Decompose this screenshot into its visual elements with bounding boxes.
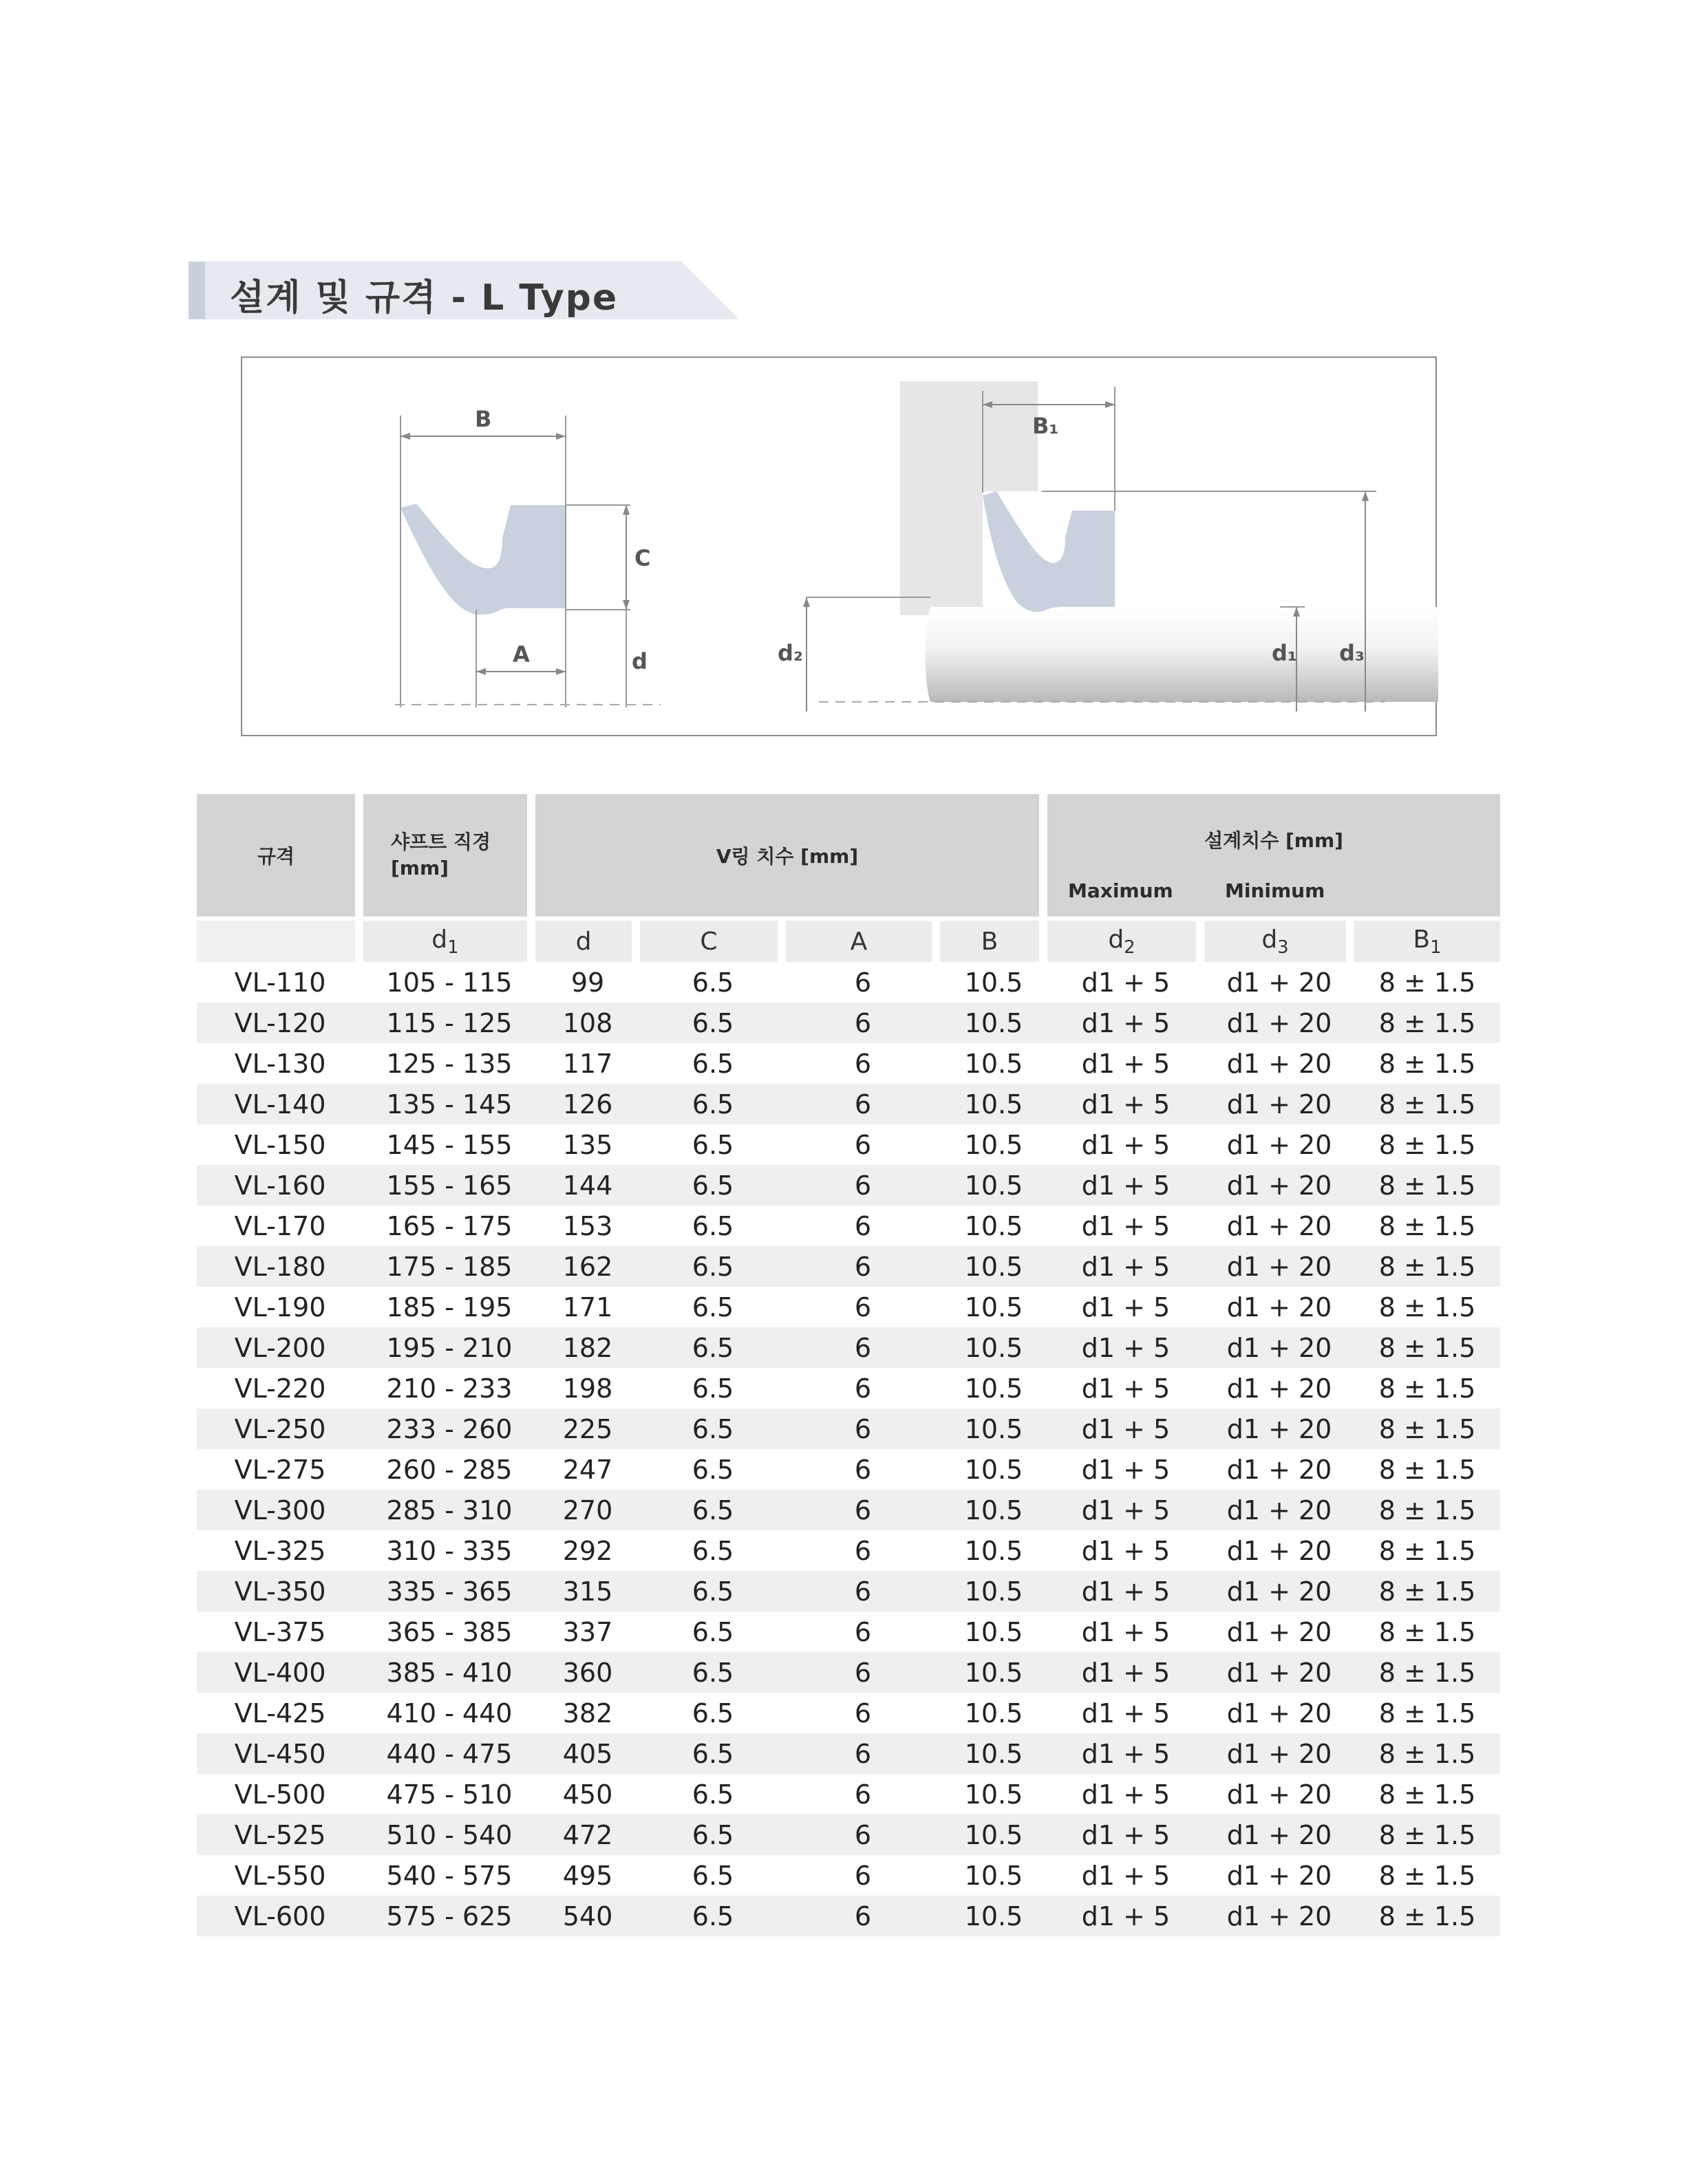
cell-d: 182 — [535, 1327, 640, 1368]
table-row — [197, 1003, 1500, 1043]
cell-b1: 8 ± 1.5 — [1378, 1048, 1476, 1079]
cell-shaft: 510 - 540 — [363, 1815, 535, 1855]
cell-spec: VL-375 — [234, 1616, 326, 1647]
cell-d3: d1 + 20 — [1204, 1815, 1354, 1855]
cell-d2: d1 + 5 — [1047, 1652, 1204, 1693]
cell-c: 6.5 — [692, 1129, 734, 1160]
cell-b: 10.5 — [964, 1292, 1023, 1323]
cell-b: 10.5 — [940, 1733, 1047, 1774]
cell-b: 10.5 — [964, 1535, 1023, 1566]
cell-spec: VL-425 — [234, 1698, 326, 1728]
label-C: C — [634, 545, 651, 571]
table-row — [197, 1206, 1500, 1246]
cell-d: 135 — [562, 1129, 613, 1160]
cell-d3: d1 + 20 — [1226, 967, 1332, 998]
cell-a: 6 — [854, 1860, 872, 1891]
cell-d3: d1 + 20 — [1226, 1292, 1332, 1323]
subheader-d2: $d_2$ — [1047, 917, 1204, 962]
cell-d2: d1 + 5 — [1081, 967, 1171, 998]
cell-c: 6.5 — [692, 1779, 734, 1810]
cell-c: 6.5 — [640, 1490, 786, 1530]
cell-b1: 8 ± 1.5 — [1378, 1373, 1476, 1404]
cell-shaft: 540 - 575 — [386, 1860, 513, 1891]
cell-d: 162 — [535, 1246, 640, 1287]
cell-b: 10.5 — [964, 1454, 1023, 1485]
cell-d3: d1 + 20 — [1204, 1896, 1354, 1936]
cell-spec: VL-220 — [234, 1373, 326, 1404]
table-row — [197, 1124, 1500, 1165]
cell-shaft: 260 - 285 — [386, 1454, 513, 1485]
subheader-d3: $d_3$ — [1204, 917, 1354, 962]
cell-c: 6.5 — [692, 967, 734, 998]
cell-b1: 8 ± 1.5 — [1378, 1129, 1476, 1160]
label-d2: d₂ — [778, 640, 803, 666]
cell-b: 10.5 — [940, 1490, 1047, 1530]
cell-spec: VL-140 — [197, 1084, 363, 1124]
cell-shaft: 475 - 510 — [386, 1779, 513, 1810]
cell-d3: d1 + 20 — [1204, 1084, 1354, 1124]
table-row — [197, 1368, 1500, 1409]
cell-d: 315 — [535, 1571, 640, 1612]
table-row — [197, 1043, 1500, 1084]
cell-a: 6 — [854, 1210, 872, 1241]
cell-d: 472 — [535, 1815, 640, 1855]
cell-spec: VL-500 — [234, 1779, 326, 1810]
cell-spec: VL-130 — [234, 1048, 326, 1079]
cell-b: 10.5 — [940, 1571, 1047, 1612]
cell-spec: VL-300 — [197, 1490, 363, 1530]
label-d3: d₃ — [1339, 640, 1365, 666]
label-d: d — [632, 648, 648, 674]
cell-a: 6 — [786, 1733, 940, 1774]
label-B: B — [475, 406, 492, 432]
page-title: 설계 및 규격 - L Type — [230, 277, 619, 319]
cell-b: 10.5 — [940, 1165, 1047, 1206]
cell-d3: d1 + 20 — [1204, 1246, 1354, 1287]
cell-d3: d1 + 20 — [1226, 1373, 1332, 1404]
table-row — [197, 1246, 1500, 1287]
cell-d2: d1 + 5 — [1081, 1860, 1171, 1891]
cell-d3: d1 + 20 — [1226, 1048, 1332, 1079]
cell-spec: VL-170 — [234, 1210, 326, 1241]
cell-d: 495 — [562, 1860, 613, 1891]
table-row — [197, 1774, 1500, 1815]
cell-shaft: 233 - 260 — [363, 1409, 535, 1449]
cell-a: 6 — [786, 1327, 940, 1368]
cell-spec: VL-190 — [234, 1292, 326, 1323]
cell-d: 99 — [570, 967, 605, 998]
subheader-d1: $d_1$ — [363, 917, 535, 962]
cell-d3: d1 + 20 — [1204, 1003, 1354, 1043]
table-header-row — [197, 794, 1500, 917]
cell-d2: d1 + 5 — [1047, 1246, 1204, 1287]
label-B1: B₁ — [1032, 413, 1059, 439]
cell-c: 6.5 — [692, 1048, 734, 1079]
table-subheader-row — [197, 917, 1500, 962]
cell-d2: d1 + 5 — [1081, 1454, 1171, 1485]
cell-d: 198 — [562, 1373, 613, 1404]
cell-c: 6.5 — [640, 1652, 786, 1693]
table-row — [197, 962, 1500, 1003]
cell-d2: d1 + 5 — [1047, 1003, 1204, 1043]
cell-d: 126 — [535, 1084, 640, 1124]
cell-d2: d1 + 5 — [1047, 1896, 1204, 1936]
cell-d: 382 — [562, 1698, 613, 1728]
cell-spec: VL-250 — [197, 1409, 363, 1449]
cell-b1: 8 ± 1.5 — [1378, 967, 1476, 998]
cell-spec: VL-550 — [234, 1860, 326, 1891]
seal-diagram — [241, 356, 1437, 736]
cell-b: 10.5 — [940, 1003, 1047, 1043]
cell-d: 225 — [535, 1409, 640, 1449]
cell-c: 6.5 — [640, 1896, 786, 1936]
cell-c: 6.5 — [640, 1084, 786, 1124]
label-minimum: Minimum — [1225, 879, 1325, 902]
cell-b: 10.5 — [964, 1779, 1023, 1810]
cell-d3: d1 + 20 — [1226, 1210, 1332, 1241]
cell-shaft: 195 - 210 — [363, 1327, 535, 1368]
cell-c: 6.5 — [692, 1698, 734, 1728]
cell-a: 6 — [854, 1535, 872, 1566]
table-row — [197, 1327, 1500, 1368]
cell-spec: VL-180 — [197, 1246, 363, 1287]
cell-shaft: 175 - 185 — [363, 1246, 535, 1287]
cell-c: 6.5 — [692, 1373, 734, 1404]
cell-b: 10.5 — [940, 1815, 1047, 1855]
header-design-dimensions — [1047, 794, 1500, 917]
cell-d3: d1 + 20 — [1226, 1860, 1332, 1891]
cell-d: 144 — [535, 1165, 640, 1206]
cell-shaft: 125 - 135 — [386, 1048, 513, 1079]
cell-c: 6.5 — [640, 1003, 786, 1043]
cell-spec: VL-150 — [234, 1129, 326, 1160]
left-seal-section — [395, 406, 661, 707]
section-title-bar — [189, 261, 739, 319]
cell-shaft: 105 - 115 — [386, 967, 513, 998]
table-row — [197, 1490, 1500, 1530]
cell-a: 6 — [786, 1003, 940, 1043]
cell-d2: d1 + 5 — [1081, 1779, 1171, 1810]
subheader-A: A — [786, 917, 940, 962]
cell-b1: 8 ± 1.5 — [1378, 1779, 1476, 1810]
table-row — [197, 1652, 1500, 1693]
cell-d: 117 — [562, 1048, 613, 1079]
cell-shaft: 165 - 175 — [386, 1210, 513, 1241]
cell-a: 6 — [854, 1454, 872, 1485]
cell-spec: VL-400 — [197, 1652, 363, 1693]
cell-d2: d1 + 5 — [1047, 1327, 1204, 1368]
cell-b1: 8 ± 1.5 — [1378, 1698, 1476, 1728]
cell-d3: d1 + 20 — [1226, 1779, 1332, 1810]
cell-d: 292 — [562, 1535, 613, 1566]
cell-d: 405 — [535, 1733, 640, 1774]
cell-c: 6.5 — [640, 1733, 786, 1774]
cell-b: 10.5 — [964, 1048, 1023, 1079]
cell-b1: 8 ± 1.5 — [1378, 1454, 1476, 1485]
cell-c: 6.5 — [640, 1165, 786, 1206]
cell-b: 10.5 — [964, 1860, 1023, 1891]
cell-b1: 8 ± 1.5 — [1354, 1246, 1500, 1287]
cell-d2: d1 + 5 — [1081, 1616, 1171, 1647]
subheader-B1: $B_1$ — [1354, 917, 1500, 962]
cell-c: 6.5 — [640, 1246, 786, 1287]
cell-b1: 8 ± 1.5 — [1378, 1292, 1476, 1323]
table-row — [197, 1530, 1500, 1571]
cell-d3: d1 + 20 — [1204, 1327, 1354, 1368]
cell-d3: d1 + 20 — [1204, 1652, 1354, 1693]
cell-b1: 8 ± 1.5 — [1354, 1815, 1500, 1855]
cell-d: 337 — [562, 1616, 613, 1647]
cell-shaft: 115 - 125 — [363, 1003, 535, 1043]
subheader-B: B — [940, 917, 1047, 962]
cell-a: 6 — [786, 1246, 940, 1287]
label-maximum: Maximum — [1068, 879, 1173, 902]
cell-spec: VL-450 — [197, 1733, 363, 1774]
cell-d3: d1 + 20 — [1226, 1129, 1332, 1160]
cell-b1: 8 ± 1.5 — [1354, 1003, 1500, 1043]
design-title: 설계치수 [mm] — [1204, 829, 1343, 852]
cell-d3: d1 + 20 — [1204, 1409, 1354, 1449]
cell-spec: VL-600 — [197, 1896, 363, 1936]
header-shaft-diameter: 샤프트 직경 [mm] — [363, 794, 535, 917]
label-A: A — [513, 641, 530, 667]
cell-b: 10.5 — [940, 1652, 1047, 1693]
cell-c: 6.5 — [692, 1535, 734, 1566]
cell-d3: d1 + 20 — [1204, 1571, 1354, 1612]
cell-shaft: 310 - 335 — [386, 1535, 513, 1566]
subheader-blank — [197, 917, 363, 962]
cell-c: 6.5 — [640, 1409, 786, 1449]
cell-b1: 8 ± 1.5 — [1354, 1896, 1500, 1936]
cell-shaft: 385 - 410 — [363, 1652, 535, 1693]
cell-b: 10.5 — [940, 1327, 1047, 1368]
cell-d3: d1 + 20 — [1226, 1698, 1332, 1728]
cell-b1: 8 ± 1.5 — [1354, 1084, 1500, 1124]
cell-d: 153 — [562, 1210, 613, 1241]
cell-b: 10.5 — [964, 1616, 1023, 1647]
cell-a: 6 — [786, 1490, 940, 1530]
cell-c: 6.5 — [640, 1327, 786, 1368]
cell-b1: 8 ± 1.5 — [1354, 1490, 1500, 1530]
cell-shaft: 575 - 625 — [363, 1896, 535, 1936]
cell-b: 10.5 — [940, 1409, 1047, 1449]
cell-d2: d1 + 5 — [1047, 1409, 1204, 1449]
cell-d3: d1 + 20 — [1204, 1733, 1354, 1774]
cell-a: 6 — [854, 967, 872, 998]
cell-d3: d1 + 20 — [1204, 1490, 1354, 1530]
cell-b: 10.5 — [964, 1698, 1023, 1728]
cell-spec: VL-275 — [234, 1454, 326, 1485]
cell-d3: d1 + 20 — [1226, 1616, 1332, 1647]
table-row — [197, 1449, 1500, 1490]
cell-c: 6.5 — [692, 1292, 734, 1323]
cell-b1: 8 ± 1.5 — [1378, 1616, 1476, 1647]
cell-a: 6 — [854, 1779, 872, 1810]
table-row — [197, 1571, 1500, 1612]
cell-c: 6.5 — [692, 1616, 734, 1647]
cell-spec: VL-325 — [234, 1535, 326, 1566]
cell-spec: VL-120 — [197, 1003, 363, 1043]
cell-a: 6 — [854, 1373, 872, 1404]
spec-table-body — [197, 962, 1500, 1936]
table-row — [197, 1855, 1500, 1896]
v-seal-profile-left — [401, 504, 566, 614]
cell-b: 10.5 — [940, 1246, 1047, 1287]
cell-b1: 8 ± 1.5 — [1378, 1535, 1476, 1566]
table-row — [197, 1896, 1500, 1936]
cell-shaft: 155 - 165 — [363, 1165, 535, 1206]
cell-d: 108 — [535, 1003, 640, 1043]
cell-spec: VL-160 — [197, 1165, 363, 1206]
cell-shaft: 365 - 385 — [386, 1616, 513, 1647]
table-row — [197, 1084, 1500, 1124]
cell-d2: d1 + 5 — [1081, 1373, 1171, 1404]
cell-shaft: 185 - 195 — [386, 1292, 513, 1323]
cell-b: 10.5 — [964, 1373, 1023, 1404]
cell-d2: d1 + 5 — [1081, 1698, 1171, 1728]
cell-a: 6 — [786, 1815, 940, 1855]
cell-shaft: 410 - 440 — [386, 1698, 513, 1728]
header-spec: 규격 — [197, 794, 363, 917]
cell-d: 540 — [535, 1896, 640, 1936]
cell-shaft: 135 - 145 — [363, 1084, 535, 1124]
cell-a: 6 — [786, 1165, 940, 1206]
cell-d2: d1 + 5 — [1081, 1292, 1171, 1323]
cell-a: 6 — [786, 1571, 940, 1612]
cell-b1: 8 ± 1.5 — [1354, 1571, 1500, 1612]
cell-shaft: 440 - 475 — [363, 1733, 535, 1774]
cell-b: 10.5 — [940, 1896, 1047, 1936]
cell-d2: d1 + 5 — [1047, 1490, 1204, 1530]
cell-d: 270 — [535, 1490, 640, 1530]
table-row — [197, 1287, 1500, 1327]
cell-d2: d1 + 5 — [1081, 1048, 1171, 1079]
cell-d: 247 — [562, 1454, 613, 1485]
subheader-d: d — [535, 917, 640, 962]
cell-d2: d1 + 5 — [1047, 1571, 1204, 1612]
cell-b1: 8 ± 1.5 — [1354, 1165, 1500, 1206]
table-row — [197, 1612, 1500, 1652]
cell-a: 6 — [786, 1652, 940, 1693]
cell-b: 10.5 — [964, 967, 1023, 998]
cell-d2: d1 + 5 — [1081, 1535, 1171, 1566]
cell-b1: 8 ± 1.5 — [1354, 1327, 1500, 1368]
cell-shaft: 285 - 310 — [363, 1490, 535, 1530]
cell-b: 10.5 — [940, 1084, 1047, 1124]
table-row — [197, 1693, 1500, 1733]
cell-b: 10.5 — [964, 1129, 1023, 1160]
cell-b1: 8 ± 1.5 — [1378, 1210, 1476, 1241]
spec-table — [197, 794, 1500, 1936]
cell-a: 6 — [854, 1698, 872, 1728]
cell-d3: d1 + 20 — [1204, 1165, 1354, 1206]
cell-spec: VL-525 — [197, 1815, 363, 1855]
cell-spec: VL-350 — [197, 1571, 363, 1612]
cell-a: 6 — [854, 1292, 872, 1323]
cell-shaft: 145 - 155 — [386, 1129, 513, 1160]
cell-a: 6 — [854, 1048, 872, 1079]
cell-c: 6.5 — [692, 1210, 734, 1241]
cell-b1: 8 ± 1.5 — [1354, 1652, 1500, 1693]
cell-d: 450 — [562, 1779, 613, 1810]
cell-d2: d1 + 5 — [1047, 1084, 1204, 1124]
cell-b1: 8 ± 1.5 — [1354, 1409, 1500, 1449]
cell-d: 360 — [535, 1652, 640, 1693]
table-row — [197, 1733, 1500, 1774]
cell-c: 6.5 — [640, 1815, 786, 1855]
cell-d3: d1 + 20 — [1226, 1454, 1332, 1485]
cell-d2: d1 + 5 — [1047, 1733, 1204, 1774]
cell-c: 6.5 — [640, 1571, 786, 1612]
seal-diagram-svg — [242, 358, 1438, 738]
cell-b1: 8 ± 1.5 — [1354, 1733, 1500, 1774]
cell-d2: d1 + 5 — [1047, 1165, 1204, 1206]
subheader-C: C — [640, 917, 786, 962]
cell-shaft: 335 - 365 — [363, 1571, 535, 1612]
table-row — [197, 1815, 1500, 1855]
cell-a: 6 — [786, 1896, 940, 1936]
cell-d2: d1 + 5 — [1081, 1210, 1171, 1241]
cell-a: 6 — [854, 1616, 872, 1647]
header-vring-dimensions: V링 치수 [mm] — [535, 794, 1047, 917]
cell-d2: d1 + 5 — [1081, 1129, 1171, 1160]
cell-b: 10.5 — [964, 1210, 1023, 1241]
table-row — [197, 1409, 1500, 1449]
cell-d3: d1 + 20 — [1226, 1535, 1332, 1566]
cell-a: 6 — [854, 1129, 872, 1160]
cell-d: 171 — [562, 1292, 613, 1323]
right-seal-section — [778, 381, 1438, 711]
cell-a: 6 — [786, 1084, 940, 1124]
cell-d2: d1 + 5 — [1047, 1815, 1204, 1855]
label-d1: d₁ — [1272, 640, 1297, 666]
cell-c: 6.5 — [692, 1860, 734, 1891]
cell-spec: VL-200 — [197, 1327, 363, 1368]
cell-b1: 8 ± 1.5 — [1378, 1860, 1476, 1891]
cell-shaft: 210 - 233 — [386, 1373, 513, 1404]
table-row — [197, 1165, 1500, 1206]
cell-c: 6.5 — [692, 1454, 734, 1485]
cell-spec: VL-110 — [234, 967, 326, 998]
cell-a: 6 — [786, 1409, 940, 1449]
